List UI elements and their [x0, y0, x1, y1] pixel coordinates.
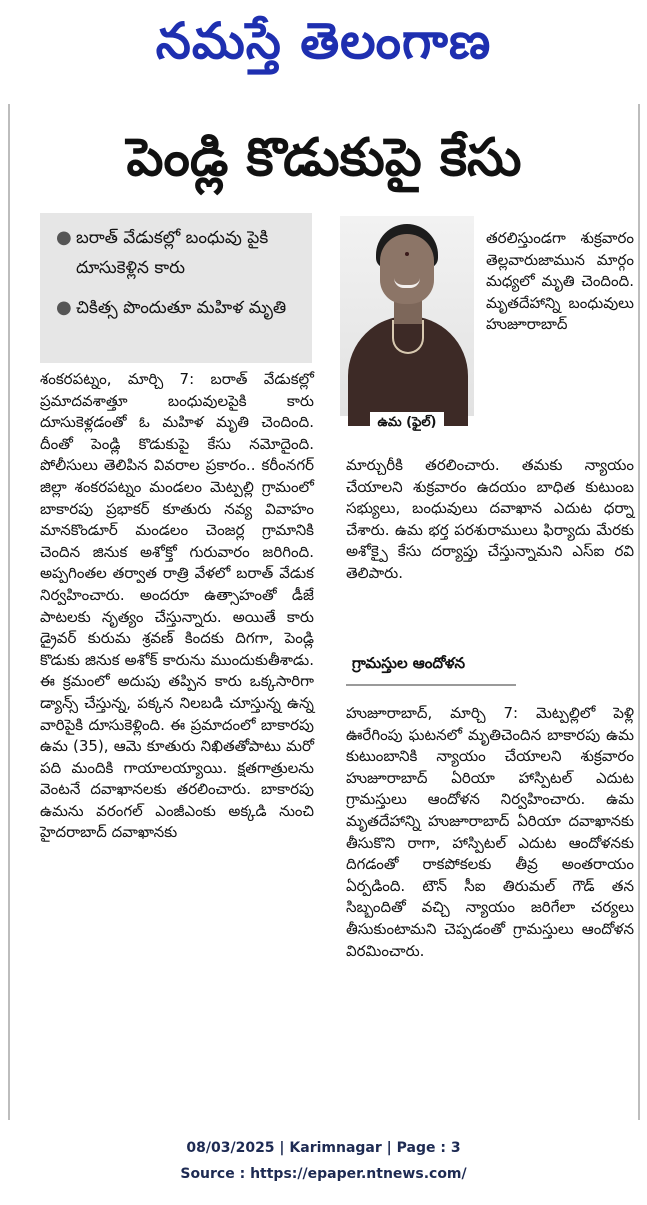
footer-date-line: 08/03/2025 | Karimnagar | Page : 3 [186, 1140, 461, 1156]
frame-right-border [638, 104, 640, 1120]
footer-source-line: Source : https://epaper.ntnews.com/ [180, 1166, 467, 1182]
article-right-mid-column: మార్చురీకి తరలించారు. తమకు న్యాయం చేయాలని శుక్రవారం ఉదయం బాధిత కుటుంబ సభ్యులు, బంధువులు దవాఖాన ఎదుట ధర్నా చేశారు. ఉమ భర్త పరశురాములు ఫిర్యాదు మేరకు అశోక్పై కేసు దర్యాప్తు చేస్తున్నామని ఎస్ఐ రవి తెలిపారు. [346, 456, 634, 582]
article-right-bottom-column: హుజూరాబాద్, మార్చి 7: మెట్పల్లిలో పెళ్లి ఊరేగింపు ఘటనలో మృతిచెందిన బాకారపు ఉమ కుటుంబానికి న్యాయం చేయాలని శుక్రవారం హుజూరాబాద్ ఏరియా హాస్పిటల్ ఎదుట గ్రామస్తులు ఆందోళన నిర్వహించారు. ఉమ మృతదేహాన్ని హుజూరాబాద్ ఏరియా దవాఖానకు తీసుకొని రాగా, హాస్పిటల్ ఎదుట ఆందోళనకు దిగడంతో రాకపోకలకు తీవ్ర అంతరాయం ఏర్పడింది. టౌన్ సీఐ తిరుమల్ గౌడ్ తన సిబ్బందితో వచ్చి న్యాయం జరిగేలా చర్యలు తీసుకుంటామని చెప్పడంతో గ్రామస్తులు ఆందోళన విరమించారు. [346, 704, 634, 960]
article-headline: పెండ్లి కొడుకుపై కేసు [126, 128, 522, 188]
bullet-icon: ● [56, 227, 72, 248]
masthead-logo: నమస్తే తెలంగాణ [155, 12, 492, 70]
subheadline-item [54, 223, 302, 283]
subheadline-item [54, 293, 302, 323]
victim-photo [340, 216, 474, 430]
bullet-icon: ● [56, 297, 72, 318]
subheadline-text: బరాత్ వేడుకల్లో బంధువు పైకి దూసుకెళ్లిన కారు [76, 228, 269, 278]
frame-left-border [8, 104, 10, 1120]
section-subheading: గ్రామస్తుల ఆందోళన [346, 650, 516, 686]
photo-caption: ఉమ (ఫైల్) [370, 412, 444, 434]
subheadline-text: చికిత్స పొందుతూ మహిళ మృతి [76, 298, 287, 318]
article-left-column: శంకరపట్నం, మార్చి 7: బరాత్ వేడుకల్లో ప్రమాదవశాత్తూ బంధువులపైకి కారు దూసుకెళ్లడంతో ఓ మహిళ మృతి చెందింది. దీంతో పెండ్లి కొడుకుపై కేసు నమోదైంది. పోలీసులు తెలిపిన వివరాల ప్రకారం.. కరీంనగర్ జిల్లా శంకరపట్నం మండలం మెట్పల్లి గ్రామంలో బాకారపు ప్రభాకర్ కూతురు నవ్య వివాహం మానకొండూర్ మండలం చెంజర్ల గ్రామానికి చెందిన జినుక అశోక్తో గురువారం జరిగింది. అప్పగింతల తర్వాత రాత్రి వేళలో బరాత్ వేడుక నిర్వహించారు. అందరూ ఉత్సాహంతో డీజే పాటలకు నృత్యం చేస్తున్నారు. అయితే కారు డ్రైవర్ కురుమ శ్రవణ్ కిందకు దిగగా, పెండ్లి కొడుకు జినుక అశోక్ కారును ముందుకుతీశాడు. ఈ క్రమంలో అదుపు తప్పిన కారు ఒక్కసారిగా డ్యాన్స్ చేస్తున్న, పక్కన నిలబడి చూస్తున్న ఉన్న వారిపైకి దూసుకెళ్లింది. ఈ ప్రమాదంలో బాకారపు ఉమ (35), ఆమె కూతురు నిఖితతోపాటు మరో పది మందికి గాయాలయ్యాయి. క్షతగాత్రులను వెంటనే దవాఖానలకు తరలించారు. బాకారపు ఉమను వరంగల్ ఎంజీఎంకు అక్కడి నుంచి హైదరాబాద్ దవాఖానకు [40, 370, 314, 842]
subheadline-box [40, 213, 312, 363]
article-right-top-column: తరలిస్తుండగా శుక్రవారం తెల్లవారుజామున మార్గం మధ్యలో మృతి చెందింది. మృతదేహాన్ని బంధువులు హుజూరాబాద్ [486, 229, 634, 334]
